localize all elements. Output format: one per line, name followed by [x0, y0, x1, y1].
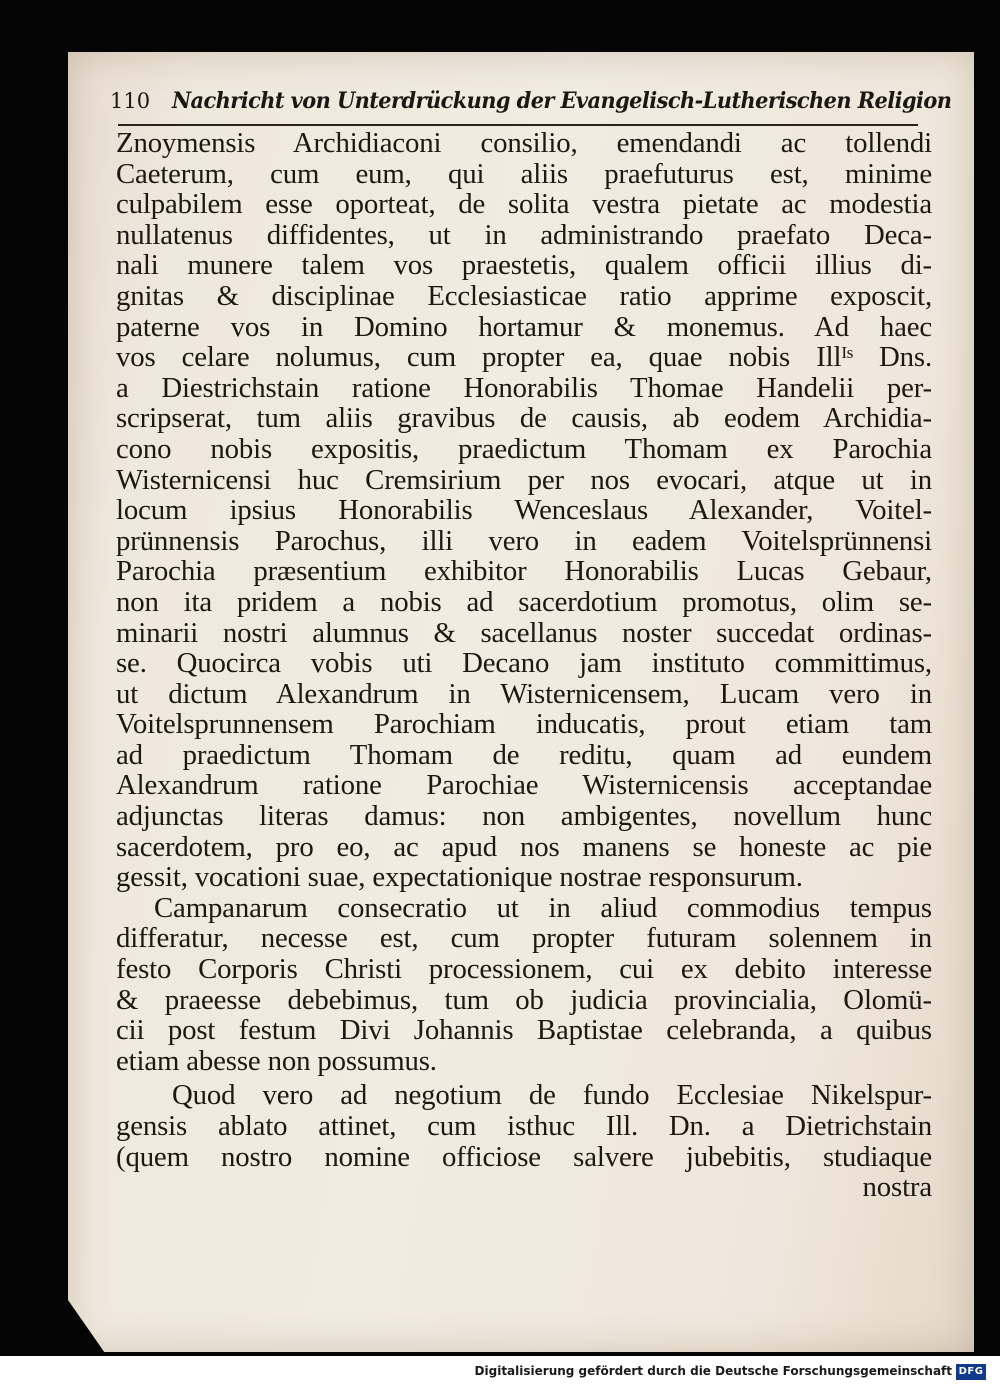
text-line: Voitelsprunnensem Parochiam inducatis, prout etiam tam [116, 708, 932, 741]
text-line: cii post festum Divi Johannis Baptistae celebranda, a quibus [116, 1014, 932, 1047]
text-line: culpabilem esse oporteat, de solita vestra pietate ac modestia [116, 188, 932, 221]
header-rule [118, 124, 918, 126]
catchword: nostra [862, 1171, 932, 1204]
text-line: nullatenus diffidentes, ut in administrando praefato Deca- [116, 218, 932, 251]
running-head [98, 86, 952, 126]
text-line: gensis ablato attinet, cum isthuc Ill. Dn. a Dietrichstain [116, 1110, 932, 1142]
funding-credit: Digitalisierung gefördert durch die Deutsche Forschungsgemeinschaft [474, 1364, 952, 1378]
text-line: etiam abesse non possumus. [116, 1044, 437, 1077]
footer-bar [0, 1356, 1000, 1386]
text-line: Campanarum consecratio ut in aliud commodius tempus [154, 891, 932, 924]
text-line: differatur, necesse est, cum propter futuram solennem in [116, 922, 932, 955]
text-line: scripserat, tum aliis gravibus de causis, ab eodem Archidia- [116, 402, 932, 435]
text-line: a Diestrichstain ratione Honorabilis Thomae Handelii per- [116, 371, 932, 404]
text-line: festo Corporis Christi processionem, cui ex debito interesse [116, 953, 932, 986]
text-line: Wisternicensi huc Cremsirium per nos evocari, atque ut in [116, 463, 932, 496]
dfg-logo: DFG [956, 1364, 986, 1380]
text-line: adjunctas literas damus: non ambigentes, novellum hunc [116, 800, 932, 833]
text-line: ad praedictum Thomam de reditu, quam ad eundem [116, 738, 932, 771]
text-line: cono nobis expositis, praedictum Thomam ex Parochia [116, 432, 932, 465]
page-body [116, 128, 932, 1203]
text-line: (quem nostro nomine officiose salvere jubebitis, studiaque [116, 1140, 932, 1173]
running-title: Nachricht von Unterdrückung der Evangelisch-Lutherischen Religion [172, 88, 952, 114]
text-line: Parochia præsentium exhibitor Honorabilis Lucas Gebaur, [116, 555, 932, 588]
text-line: nali munere talem vos praestetis, qualem officii illius di- [116, 249, 932, 282]
text-line: Quod vero ad negotium de fundo Ecclesiae Nikelspur- [172, 1079, 932, 1112]
text-line: ut dictum Alexandrum in Wisternicensem, Lucam vero in [116, 677, 932, 710]
text-line: se. Quocirca vobis uti Decano jam instituto committimus, [116, 647, 932, 680]
text-line: Alexandrum ratione Parochiae Wisternicensis acceptandae [116, 769, 932, 802]
text-line: gnitas & disciplinae Ecclesiasticae ratio apprime exposcit, [116, 279, 932, 312]
text-line: & praeesse debebimus, tum ob judicia provincialia, Olomü- [116, 983, 932, 1016]
page-number: 110 [110, 89, 151, 113]
text-line: non ita pridem a nobis ad sacerdotium promotus, olim se- [116, 585, 932, 618]
text-line: gessit, vocationi suae, expectationique nostrae responsurum. [116, 861, 803, 894]
text-line: minarii nostri alumnus & sacellanus noster succedat ordinas- [116, 616, 932, 649]
text-line: locum ipsius Honorabilis Wenceslaus Alexander, Voitel- [116, 494, 932, 527]
text-line: vos celare nolumus, cum propter ea, quae nobis Illᴵˢ Dns. [116, 341, 932, 374]
text-line: paterne vos in Domino hortamur & monemus. Ad haec [116, 310, 932, 343]
text-line: sacerdotem, pro eo, ac apud nos manens se honeste ac pie [116, 830, 932, 863]
text-line: Caeterum, cum eum, qui aliis praefuturus est, minime [116, 157, 932, 190]
text-line: prünnensis Parochus, illi vero in eadem Voitelsprünnensi [116, 524, 932, 557]
text-line: Znoymensis Archidiaconi consilio, emendandi ac tollendi [116, 127, 932, 159]
